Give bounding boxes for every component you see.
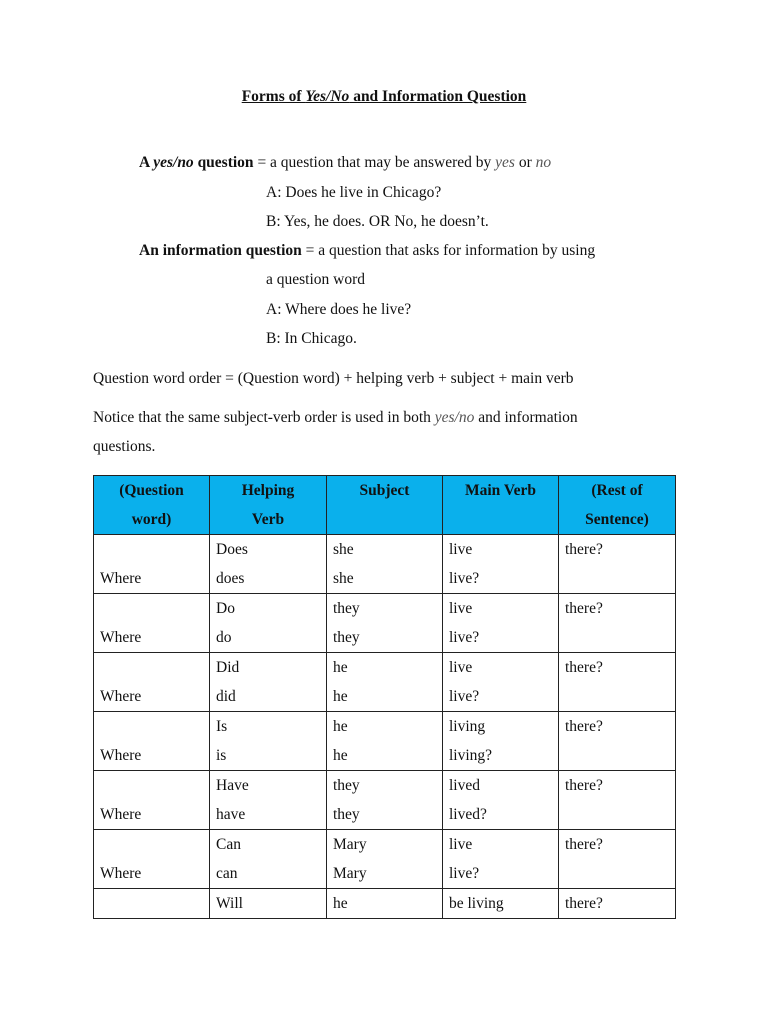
table-header-row (94, 476, 676, 535)
cell-helping-verb: Is is (210, 712, 327, 771)
cell-subject: they they (327, 594, 443, 653)
cell-helping-verb: Does does (210, 535, 327, 594)
info-definition: An information question = a question that asks for information by using (139, 242, 596, 259)
yesno-definition: A yes/no question = a question that may be answered by yes or no (139, 154, 552, 171)
table-row (94, 594, 676, 653)
cell-helping-verb: Can can (210, 830, 327, 889)
cell-question-word: Where (94, 535, 210, 594)
header-main-verb: Main Verb (443, 476, 559, 535)
cell-subject: he he (327, 653, 443, 712)
cell-main-verb: live live? (443, 653, 559, 712)
table-row (94, 535, 676, 594)
header-question-word: (Question word) (94, 476, 210, 535)
cell-main-verb: be living (443, 889, 559, 919)
cell-question-word: Where (94, 712, 210, 771)
header-helping-verb: Helping Verb (210, 476, 327, 535)
question-order-table (93, 475, 676, 919)
cell-subject: Mary Mary (327, 830, 443, 889)
info-example-a: A: Where does he live? (266, 301, 412, 318)
cell-main-verb: live live? (443, 535, 559, 594)
info-definition-cont: a question word (266, 271, 366, 288)
notice-line-2: questions. (93, 438, 156, 455)
table-row (94, 830, 676, 889)
cell-question-word: Where (94, 771, 210, 830)
cell-subject: they they (327, 771, 443, 830)
cell-helping-verb: Do do (210, 594, 327, 653)
table-row (94, 771, 676, 830)
cell-question-word: Where (94, 594, 210, 653)
cell-rest: there? (559, 712, 676, 771)
cell-question-word (94, 889, 210, 919)
cell-rest: there? (559, 771, 676, 830)
cell-helping-verb: Will (210, 889, 327, 919)
cell-main-verb: lived lived? (443, 771, 559, 830)
notice-line-1: Notice that the same subject-verb order is used in both yes/no and information (93, 409, 578, 426)
cell-main-verb: living living? (443, 712, 559, 771)
header-rest-of-sentence: (Rest of Sentence) (559, 476, 676, 535)
cell-helping-verb: Have have (210, 771, 327, 830)
cell-question-word: Where (94, 653, 210, 712)
cell-main-verb: live live? (443, 594, 559, 653)
cell-helping-verb: Did did (210, 653, 327, 712)
cell-question-word: Where (94, 830, 210, 889)
cell-rest: there? (559, 653, 676, 712)
word-order-formula: Question word order = (Question word) + helping verb + subject + main verb (93, 370, 574, 387)
table-row (94, 889, 676, 919)
cell-rest: there? (559, 830, 676, 889)
table-row (94, 712, 676, 771)
yesno-example-a: A: Does he live in Chicago? (266, 184, 442, 201)
yesno-example-b: B: Yes, he does. OR No, he doesn’t. (266, 213, 489, 230)
cell-subject: she she (327, 535, 443, 594)
cell-rest: there? (559, 535, 676, 594)
cell-subject: he he (327, 712, 443, 771)
cell-rest: there? (559, 594, 676, 653)
cell-subject: he (327, 889, 443, 919)
table-row (94, 653, 676, 712)
info-example-b: B: In Chicago. (266, 330, 357, 347)
cell-rest: there? (559, 889, 676, 919)
cell-main-verb: live live? (443, 830, 559, 889)
page-title: Forms of Yes/No and Information Question (241, 88, 527, 105)
header-subject: Subject (327, 476, 443, 535)
